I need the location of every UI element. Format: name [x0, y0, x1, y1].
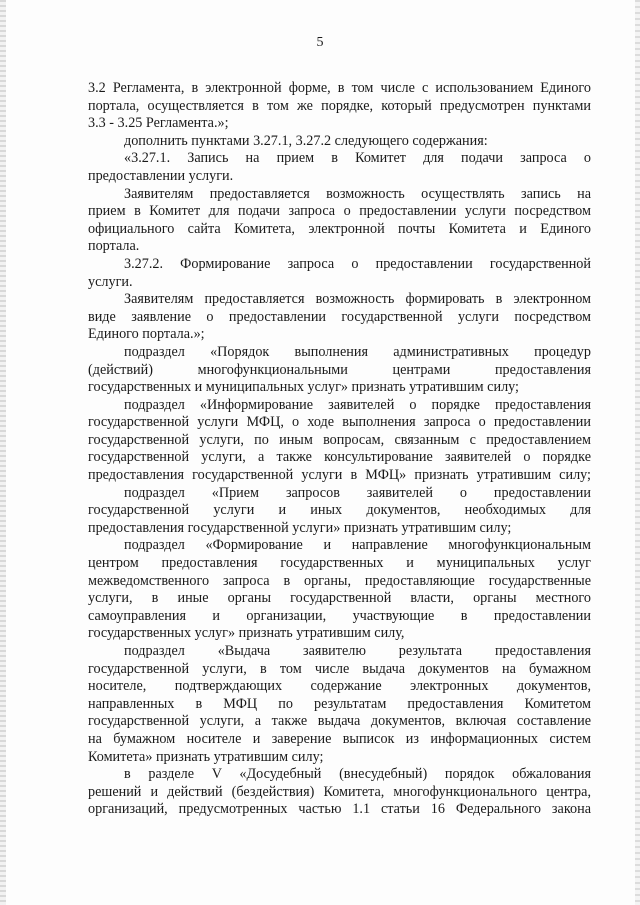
text-line: (действий) многофункциональными центрами предоставления [88, 361, 591, 378]
text-line: подраздел «Информирование заявителей о порядке предоставления [124, 396, 591, 413]
text-line: 3.2 Регламента, в электронной форме, в том числе с использованием Единого [88, 80, 591, 96]
text-line: 3.3 - 3.25 Регламента.»; [88, 115, 229, 132]
text-line: подраздел «Порядок выполнения административных процедур [124, 343, 591, 360]
text-line: Заявителям предоставляется возможность формировать в электронном [124, 291, 591, 308]
text-line: государственной услуги, в том числе выдача документов на бумажном [88, 660, 591, 677]
text-line: портала, осуществляется в том же порядке, который предусмотрен пунктами [88, 97, 591, 114]
text-line: государственных услуг» признать утратившим силу, [88, 625, 405, 642]
text-line: решений и действий (бездействия) Комитета, многофункционального центра, [88, 783, 591, 800]
text-line: предоставлении услуги. [88, 167, 234, 184]
document-body [88, 80, 591, 819]
text-line: государственной услуги МФЦ, о ходе выполнения запроса о предоставлении [88, 414, 591, 431]
text-line: самоуправления и организации, участвующие в предоставлении [88, 607, 591, 624]
text-line: подраздел «Прием запросов заявителей о предоставлении [124, 484, 591, 501]
scan-edge-right [635, 0, 640, 905]
text-line: государственной услуги, а также консультирование заявителей о порядке [88, 449, 591, 466]
text-line: услуги, в иные органы государственной власти, органы местного [88, 590, 591, 607]
text-line: подраздел «Выдача заявителю результата предоставления [124, 643, 591, 659]
text-line: государственных и муниципальных услуг» признать утратившим силу; [88, 379, 519, 396]
text-line: услуги. [88, 273, 133, 290]
text-line: подраздел «Формирование и направление многофункциональным [124, 537, 591, 554]
text-line: дополнить пунктами 3.27.1, 3.27.2 следующего содержания: [124, 132, 488, 149]
text-line: в разделе V «Досудебный (внесудебный) порядок обжалования [124, 766, 591, 783]
text-line: организаций, предусмотренных частью 1.1 статьи 16 Федерального закона [88, 801, 591, 818]
text-line: 3.27.2. Формирование запроса о предоставлении государственной [124, 255, 591, 272]
text-line: государственной услуги, по иным вопросам, связанным с предоставлением [88, 431, 591, 448]
text-line: направленных в МФЦ по результатам предоставления Комитетом [88, 695, 591, 712]
text-line: межведомственного запроса в органы, предоставляющие государственные [88, 572, 591, 589]
text-line: Единого портала.»; [88, 326, 205, 343]
text-line: виде заявление о предоставлении государственной услуги посредством [88, 308, 591, 325]
text-line: носителе, подтверждающих содержание электронных документов, [88, 678, 591, 695]
text-line: государственной услуги и иных документов, необходимых для [88, 502, 591, 519]
text-line: Заявителям предоставляется возможность осуществлять запись на [124, 185, 591, 202]
text-line: предоставления государственной услуги» признать утратившим силу; [88, 519, 512, 536]
scan-edge-left [0, 0, 6, 905]
page-number: 5 [316, 35, 324, 50]
text-line: Комитета» признать утратившим силу; [88, 748, 324, 765]
text-line: «3.27.1. Запись на прием в Комитет для подачи запроса о [124, 150, 591, 167]
text-line: государственной услуги, а также выдача документов, включая составление [88, 713, 591, 730]
text-line: предоставления государственной услуги в МФЦ» признать утратившим силу; [88, 467, 591, 484]
text-line: официального сайта Комитета, электронной почты Комитета и Единого [88, 220, 591, 237]
text-line: центром предоставления государственных и муниципальных услуг [88, 555, 591, 572]
text-line: портала. [88, 238, 140, 255]
text-line: прием в Комитет для подачи запроса о предоставлении услуги посредством [88, 203, 591, 220]
text-line: на бумажном носителе и заверение выписок из информационных систем [88, 730, 591, 747]
